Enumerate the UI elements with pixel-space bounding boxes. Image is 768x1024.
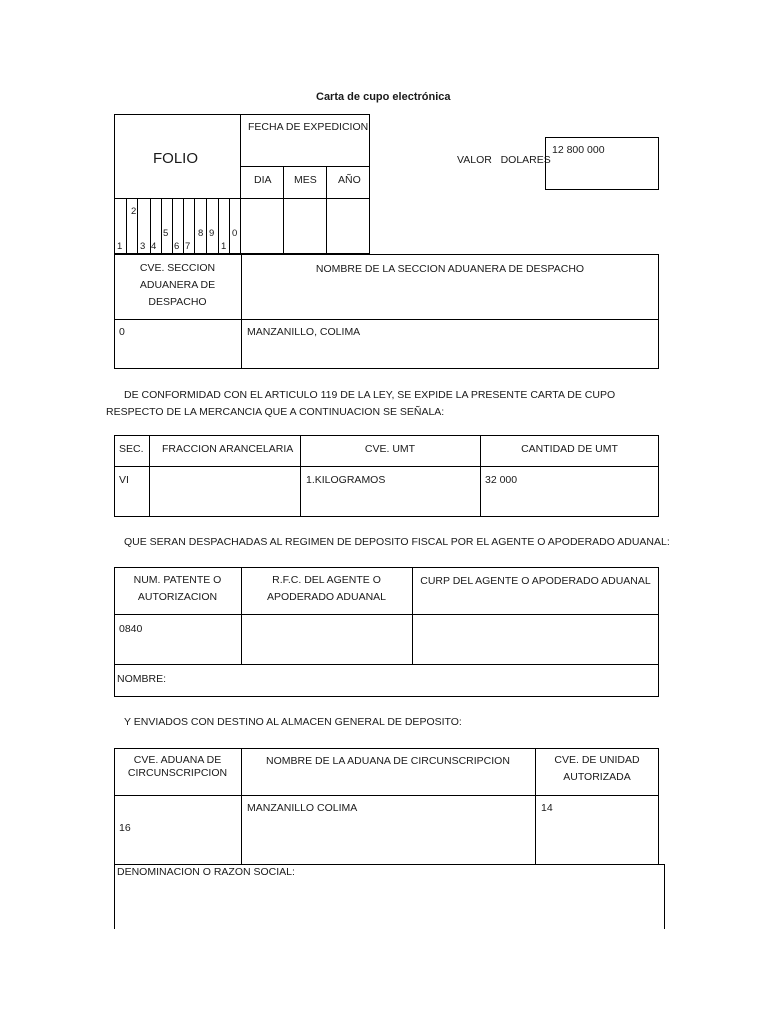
folio-digit: 3 [140,241,146,252]
cell-sec: VI [119,474,129,486]
valor-dolares-label: VALOR DOLARES [457,154,551,166]
header-fraccion: FRACCION ARANCELARIA [162,443,294,455]
header-sec: SEC. [119,443,144,455]
mes-label: MES [294,174,317,186]
header-rfc-agente: R.F.C. DEL AGENTE O APODERADO ADUANAL [266,574,387,603]
paragraph-enviados: Y ENVIADOS CON DESTINO AL ALMACEN GENERAL DE DEPOSITO: [124,716,462,728]
cell-nombre-aduana: MANZANILLO COLIMA [247,802,358,814]
denominacion-label: DENOMINACION O RAZON SOCIAL: [117,866,295,878]
cve-seccion-header: CVE. SECCION ADUANERA DE DESPACHO [139,262,216,308]
dia-label: DIA [254,174,272,186]
folio-digit: 2 [131,206,137,217]
ano-label: AÑO [338,174,361,186]
paragraph-conformidad: DE CONFORMIDAD CON EL ARTICULO 119 DE LA LEY, SE EXPIDE LA PRESENTE CARTA DE CUPO RESPECTO DE LA MERCANCIA QUE A CONTINUACION SE SEÑALA: [106,389,616,418]
folio-fecha-box [114,114,370,254]
folio-digit: 5 [163,228,169,239]
document-title: Carta de cupo electrónica [316,91,451,103]
fecha-expedicion-label: FECHA DE EXPEDICION [248,121,369,133]
paragraph-despachadas: QUE SERAN DESPACHADAS AL REGIMEN DE DEPOSITO FISCAL POR EL AGENTE O APODERADO ADUANAL: [124,536,670,548]
header-nombre-aduana: NOMBRE DE LA ADUANA DE CIRCUNSCRIPCION [266,755,510,767]
header-cantidad-umt: CANTIDAD DE UMT [521,443,618,455]
folio-digit: 6 [174,241,180,252]
folio-digit: 0 [232,228,238,239]
cell-num-patente: 0840 [119,623,143,635]
cve-seccion-value: 0 [119,326,125,338]
nombre-seccion-value: MANZANILLO, COLIMA [247,326,361,338]
header-num-patente: NUM. PATENTE O AUTORIZACION [133,574,222,603]
cell-cve-aduana: 16 [119,822,131,834]
cell-cve-umt: 1.KILOGRAMOS [306,474,386,486]
folio-digit: 1 [221,241,227,252]
folio-label: FOLIO [153,150,199,167]
header-cve-umt: CVE. UMT [364,443,416,455]
nombre-label: NOMBRE: [117,673,167,685]
valor-dolares-value: 12 800 000 [552,144,605,156]
header-cve-aduana: CVE. ADUANA DE CIRCUNSCRIPCION [127,754,228,779]
header-cve-unidad: CVE. DE UNIDAD AUTORIZADA [554,754,640,783]
cell-cve-unidad: 14 [541,802,553,814]
nombre-seccion-header: NOMBRE DE LA SECCION ADUANERA DE DESPACHO [315,263,585,275]
folio-digit: 1 [117,241,123,252]
folio-digit: 4 [151,241,157,252]
folio-digit: 8 [198,228,204,239]
header-curp-agente: CURP DEL AGENTE O APODERADO ADUANAL [420,575,651,587]
folio-digit: 9 [209,228,215,239]
cell-cantidad-umt: 32 000 [485,474,518,486]
folio-digit: 7 [185,241,191,252]
